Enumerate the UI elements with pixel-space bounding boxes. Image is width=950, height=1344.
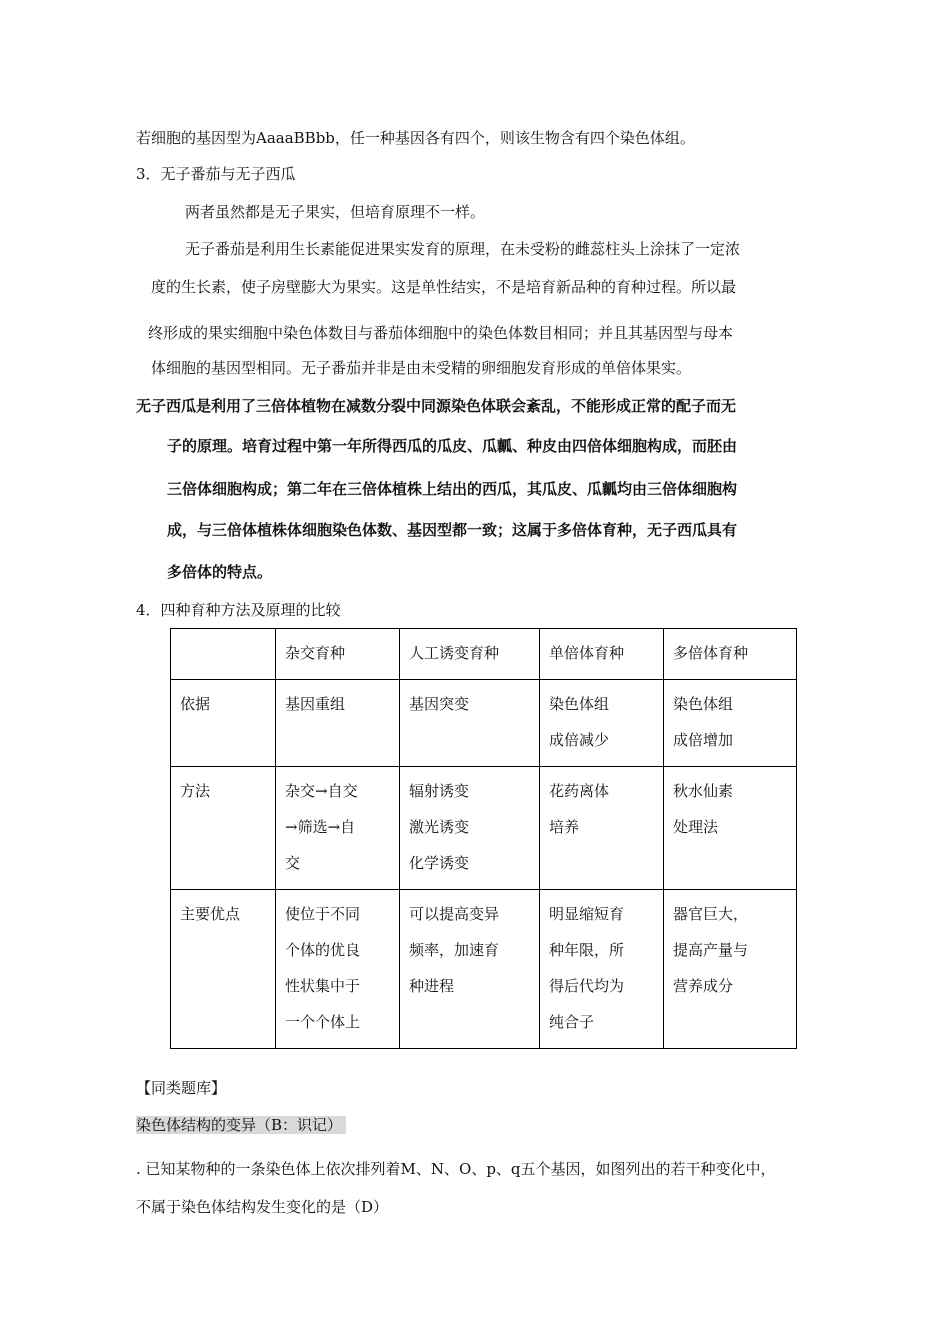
seedless-watermelon-line: 子的原理。培育过程中第一年所得西瓜的瓜皮、瓜瓤、种皮由四倍体细胞构成，而胚由: [167, 437, 738, 455]
table-row: [171, 680, 797, 767]
section3-para2-line: 度的生长素，使子房壁膨大为果实。这是单性结实，不是培育新品种的育种过程。所以最: [151, 278, 737, 296]
table-cell: 器官巨大， 提高产量与 营养成分: [664, 890, 797, 1049]
table-cell: 染色体组 成倍增加: [664, 680, 797, 767]
section3-heading: 3．无子番茄与无子西瓜: [136, 165, 296, 183]
table-cell: 基因突变: [400, 680, 540, 767]
table-header-row: [171, 629, 797, 680]
section3-para2-line: 体细胞的基因型相同。无子番茄并非是由未受精的卵细胞发育形成的单倍体果实。: [151, 359, 692, 377]
question-line: . 已知某物种的一条染色体上依次排列着M、N、O、p、q五个基因，如图列出的若干种变化中，: [136, 1160, 776, 1178]
question-line: 不属于染色体结构发生变化的是（D）: [136, 1198, 389, 1216]
table-cell: 明显缩短育 种年限，所 得后代均为 纯合子: [540, 890, 664, 1049]
intro-line: 若细胞的基因型为AaaaBBbb，任一种基因各有四个，则该生物含有四个染色体组。: [136, 129, 695, 147]
seedless-watermelon-line: 多倍体的特点。: [167, 563, 273, 581]
table-header-cell: 多倍体育种: [664, 629, 797, 680]
section3-para2-line: 无子番茄是利用生长素能促进果实发育的原理，在未受粉的雌蕊柱头上涂抹了一定浓: [185, 240, 741, 258]
question-bank-heading: 【同类题库】: [136, 1079, 227, 1097]
table-row: [171, 767, 797, 890]
table-cell: 可以提高变异 频率，加速育 种进程: [400, 890, 540, 1049]
seedless-watermelon-line: 成，与三倍体植株体细胞染色体数、基因型都一致；这属于多倍体育种，无子西瓜具有: [167, 521, 738, 539]
table-cell: 依据: [171, 680, 276, 767]
table-header-cell: [171, 629, 276, 680]
topic-highlight: 染色体结构的变异（B：识记）: [136, 1116, 346, 1134]
table-header-cell: 单倍体育种: [540, 629, 664, 680]
table-header-cell: 人工诱变育种: [400, 629, 540, 680]
table-cell: 杂交→自交 →筛选→自 交: [276, 767, 400, 890]
table-cell: 染色体组 成倍减少: [540, 680, 664, 767]
table-cell: 使位于不同 个体的优良 性状集中于 一个个体上: [276, 890, 400, 1049]
topic-label: [136, 1114, 346, 1135]
table-cell: 秋水仙素 处理法: [664, 767, 797, 890]
table-cell: 主要优点: [171, 890, 276, 1049]
section4-heading: 4．四种育种方法及原理的比较: [136, 601, 341, 619]
section3-para1: 两者虽然都是无子果实，但培育原理不一样。: [185, 203, 486, 221]
table-row: [171, 890, 797, 1049]
seedless-watermelon-line: 三倍体细胞构成；第二年在三倍体植株上结出的西瓜，其瓜皮、瓜瓤均由三倍体细胞构: [167, 480, 738, 498]
section3-para2-line: 终形成的果实细胞中染色体数目与番茄体细胞中的染色体数目相同；并且其基因型与母本: [148, 324, 734, 342]
table-cell: 花药离体 培养: [540, 767, 664, 890]
table-cell: 基因重组: [276, 680, 400, 767]
table-cell: 方法: [171, 767, 276, 890]
table-cell: 辐射诱变 激光诱变 化学诱变: [400, 767, 540, 890]
seedless-watermelon-line: 无子西瓜是利用了三倍体植物在减数分裂中同源染色体联会紊乱，不能形成正常的配子而无: [136, 397, 737, 415]
table-header-cell: 杂交育种: [276, 629, 400, 680]
breeding-comparison-table: [170, 628, 797, 1049]
